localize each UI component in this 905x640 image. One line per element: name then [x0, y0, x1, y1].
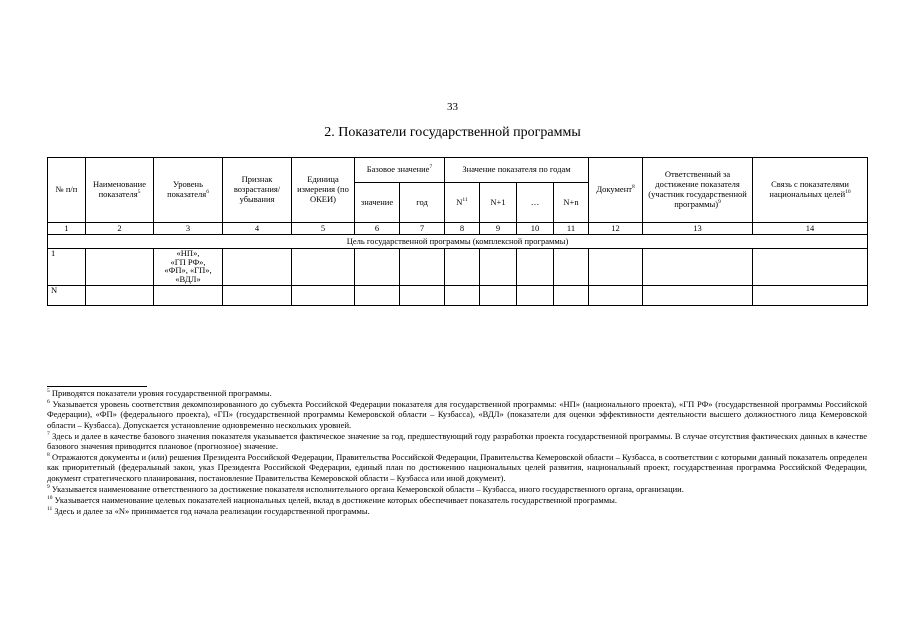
footnote: $^{10}$ Указывается наименование целевых показателей национальных целей, вклад в достижение которых обеспечивает показатель государственной программы.	[47, 494, 617, 505]
table-cell	[643, 249, 753, 286]
table-cell	[753, 249, 868, 286]
table-cell	[223, 286, 292, 306]
table-cell	[292, 249, 355, 286]
table-cell	[400, 286, 445, 306]
table-cell	[517, 286, 554, 306]
column-number: 7	[400, 223, 445, 235]
table-cell	[292, 286, 355, 306]
table-cell	[517, 249, 554, 286]
header-year-dots: …	[517, 183, 554, 223]
row-number: N	[48, 286, 86, 306]
table-cell	[589, 286, 643, 306]
header-base-year: год	[400, 183, 445, 223]
table-cell	[86, 286, 154, 306]
column-number: 11	[554, 223, 589, 235]
footnote: $^{11}$ Здесь и далее за «N» принимается год начала реализации государственной программы.	[47, 506, 370, 517]
table-cell	[355, 286, 400, 306]
table-cell	[86, 249, 154, 286]
column-number: 13	[643, 223, 753, 235]
header-years: Значение показателя по годам	[445, 158, 589, 183]
column-number: 8	[445, 223, 480, 235]
footnote: $^8$ Отражаются документы и (или) решения Президента Российской Федерации, Правительства Российской Федерации, Правительства Кемеровской области – Кузбасса, в соответствии с которыми данный показатель определен как приоритетный (федеральный закон, указ Президента Российской Федерации, единый план по достижению национальных целей развития, национальный проект, государственная программа Российской Федерации, документ стратегического планирования, постановление Правительства Кемеровской области – Кузбасса или иной документ).	[47, 452, 867, 483]
column-number: 5	[292, 223, 355, 235]
header-year-nn: N+n	[554, 183, 589, 223]
indicators-table	[47, 157, 868, 306]
column-number: 12	[589, 223, 643, 235]
header-base-value: значение	[355, 183, 400, 223]
table-cell	[445, 286, 480, 306]
header-year-n1: N+1	[480, 183, 517, 223]
table-cell	[445, 249, 480, 286]
column-number: 4	[223, 223, 292, 235]
column-number: 3	[154, 223, 223, 235]
header-name: Наименование показателя$^5$	[86, 158, 154, 223]
column-number: 14	[753, 223, 868, 235]
table-row	[48, 286, 868, 306]
table-cell	[643, 286, 753, 306]
header-base: Базовое значение$^7$	[355, 158, 445, 183]
header-doc: Документ$^8$	[589, 158, 643, 223]
header-sign: Признак возрастания/ убывания	[223, 158, 292, 223]
header-responsible: Ответственный за достижение показателя (участник государственной программы)$^9$	[643, 158, 753, 223]
level-values: «НП», «ГП РФ», «ФП», «ГП», «ВДЛ»	[154, 249, 223, 286]
column-number: 9	[480, 223, 517, 235]
table-cell	[154, 286, 223, 306]
table-cell	[554, 286, 589, 306]
table-cell	[355, 249, 400, 286]
footnotes	[47, 386, 867, 517]
column-number: 2	[86, 223, 154, 235]
footnote: $^6$ Указывается уровень соответствия декомпозированного до субъекта Российской Федерации показателя для государственной программы: «НП» (национального проекта), «ГП РФ» (государственной программы Российской Федерации), «ФП» (федерального проекта), «ГП» (государственной программы Кемеровской области – Кузбасса), «ВДЛ» (показатели для оценки эффективности деятельности высшего должностного лица Кемеровской области – Кузбасса). Допускается установление одновременно нескольких уровней.	[47, 399, 867, 430]
column-numbers-row	[48, 223, 868, 235]
footnote-divider	[47, 386, 147, 387]
table-cell	[400, 249, 445, 286]
table-cell	[480, 286, 517, 306]
table-cell	[554, 249, 589, 286]
table-cell	[223, 249, 292, 286]
header-num: № п/п	[48, 158, 86, 223]
page-title: 2. Показатели государственной программы	[324, 125, 581, 140]
page-number: 33	[447, 101, 458, 113]
footnote: $^5$ Приводятся показатели уровня государственной программы.	[47, 388, 272, 398]
header-unit: Единица измерения (по ОКЕИ)	[292, 158, 355, 223]
column-number: 10	[517, 223, 554, 235]
table-cell	[589, 249, 643, 286]
header-link: Связь с показателями национальных целей$^{10}$	[753, 158, 868, 223]
row-number: 1	[48, 249, 86, 286]
header-level: Уровень показателя$^6$	[154, 158, 223, 223]
footnote: $^9$ Указывается наименование ответственного за достижение показателя исполнительного органа Кемеровской области – Кузбасса, иного государственного органа, организации.	[47, 483, 684, 494]
column-number: 1	[48, 223, 86, 235]
table-row	[48, 249, 868, 286]
table-cell	[480, 249, 517, 286]
goal-row: Цель государственной программы (комплексной программы)	[48, 235, 868, 249]
header-year-n: $N^{11}$	[445, 183, 480, 223]
footnote: $^7$ Здесь и далее в качестве базового значения показателя указывается фактическое значение за год, предшествующий году разработки проекта государственной программы. В случае отсутствия фактических данных в качестве базового значения приводится плановое (прогнозное) значение.	[47, 430, 867, 451]
column-number: 6	[355, 223, 400, 235]
table-cell	[753, 286, 868, 306]
